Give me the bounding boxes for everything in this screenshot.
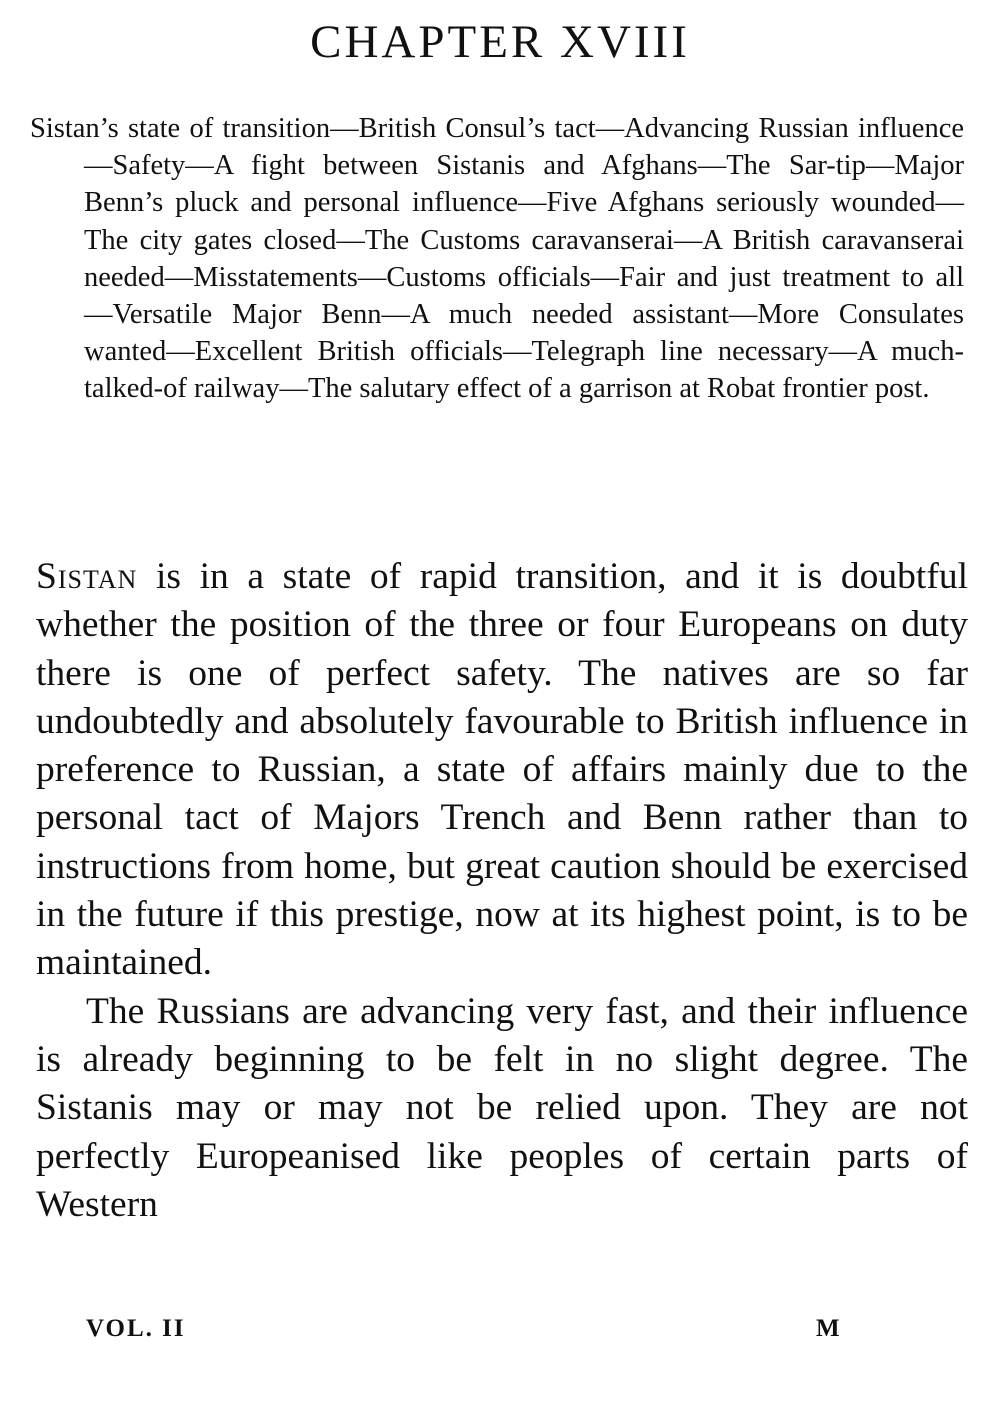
- body-paragraph: [36, 553, 968, 988]
- signature-mark: M: [816, 1315, 840, 1342]
- chapter-summary: [30, 110, 964, 408]
- paragraph-lead-word: Sistan: [36, 556, 138, 597]
- paragraph-text: is in a state of rapid transition, and it is doubtful whether the position of the three or four Europeans on duty there is one of perfect safety. The natives are so far undoubtedly and absolutely favourable to British influence in preference to Russian, a state of affairs mainly due to the personal tact of Majors Trench and Benn rather than to instructions from home, but great caution should be exercised in the future if this prestige, now at its highest point, is to be maintained.: [36, 556, 968, 984]
- chapter-heading: CHAPTER XVIII: [310, 16, 690, 68]
- chapter-body: [36, 553, 968, 1229]
- chapter-summary-text: Sistan’s state of transition—British Consul’s tact—Advancing Russian influence—Safety—A fight between Sistanis and Afghans—The Sar-tip—Major Benn’s pluck and personal influence—Five Afghans seriously wounded—The city gates closed—The Customs caravanserai—A British caravanserai needed—Misstatements—Customs officials—Fair and just treatment to all—Versatile Major Benn—A much needed assistant—More Consulates wanted—Excellent British officials—Telegraph line necessary—A much-talked-of railway—The salutary effect of a garrison at Robat frontier post.: [30, 113, 964, 405]
- body-paragraph: The Russians are advancing very fast, and their influence is already beginning to be felt in no slight degree. The Sistanis may or may not be relied upon. They are not perfectly Europeanised like peoples of certain parts of Western: [36, 990, 968, 1225]
- signature-volume: VOL. II: [86, 1315, 186, 1342]
